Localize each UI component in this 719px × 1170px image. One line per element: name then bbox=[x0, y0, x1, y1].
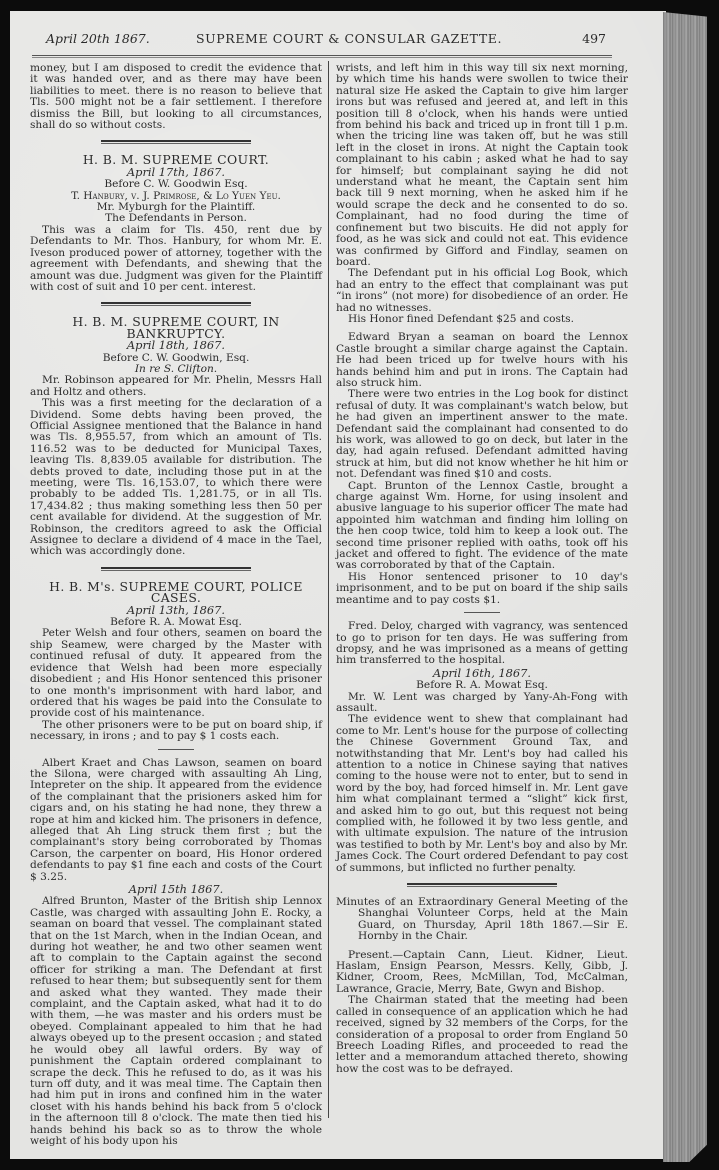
case-body: The Defendant put in his official Log Book, which had an entry to the effect that complainant was put “in irons” (not more) for disobedience of an order. He had no witnesses. bbox=[336, 267, 628, 314]
right-column bbox=[336, 63, 628, 1075]
defendants: The Defendants in Person. bbox=[105, 212, 247, 225]
continuation-text: money, but I am disposed to credit the evidence that it was handed over, and as there may have been liabilities to meet. there is no reason to believe that Tls. 500 might not be a fair settlement. I therefore dismiss the Bill, but looking to all circumstances, shall do so without costs. bbox=[30, 62, 322, 132]
section-rule bbox=[101, 140, 251, 144]
case-title: In re S. Clifton. bbox=[134, 362, 218, 375]
header-title: SUPREME COURT & CONSULAR GAZETTE. bbox=[196, 31, 503, 46]
case-body: There were two entries in the Log book for distinct refusal of duty. It was complainant's watch below, but he had given an impertinent answer to the mate. Defendant said the complainant had consented to do his work, was allowed to go on deck, but later in the day, had again refused. Defendant admitted having struck at him, but did not know whether he hit him or not. Defendant was fined $10 and costs. bbox=[336, 388, 628, 481]
case-body: Peter Welsh and four others, seamen on board the ship Seamew, were charged by the Master with continued refusal of duty. It appeared from the evidence that Welsh had been more especially disobedient ; and His Honor sentenced this prisoner to one month's imprisonment with hard labor, and ordered that his wages be paid into the Consulate to provide cost of his maintenance. bbox=[30, 627, 322, 720]
case-separator bbox=[464, 612, 500, 613]
case-body: Alfred Brunton, Master of the British ship Lennox Castle, was charged with assaulting John E. Rocky, a seaman on board that vessel. The complainant stated that on the 1st March, when in the Indian Ocean, and during hot weather, he and two other seamen went aft to complain to the Captain against the second officer for striking a man. The Defendant at first refused to hear them; but subsequently sent for them and asked what they wanted. They made their complaint, and the Captain asked, what had it to do with them, —he was master and his orders must be obeyed. Complainant appealed to him that he had always obeyed up to the present occasion ; and stated he would obey all lawful orders. By way of punishment the Captain ordered complainant to scrape the deck. This he refused to do, as it was his turn off duty, and it was meal time. The Captain then had him put in irons and confined him in the water closet with his hands behind his back from 5 o'clock in the afternoon till 8 o'clock. The mate then tied his hands behind his back so as to throw the whole weight of his body upon his bbox=[30, 895, 322, 1147]
before-judge: Before R. A. Mowat Esq. bbox=[416, 679, 548, 692]
case-body: His Honor sentenced prisoner to 10 day's imprisonment, and to be put on board if the ship sails meantime and to pay costs $1. bbox=[336, 570, 628, 606]
running-head bbox=[46, 29, 606, 51]
page-number: 497 bbox=[582, 31, 606, 46]
present-list: Present.—Captain Cann, Lieut. Kidner, Lieut. Haslam, Ensign Pearson, Messrs. Kelly, Gibb, J. Kidner, Croom, Rees, McMillan, Tod, McCalman, Lawrance, Gracie, Merry, Bate, Gwyn and Bishop. bbox=[336, 948, 628, 995]
section-rule bbox=[101, 302, 251, 306]
column-divider bbox=[328, 61, 329, 1118]
case-body: Edward Bryan a seaman on board the Lennox Castle brought a similar charge against the Captain. He had been triced up for twelve hours with his hands behind him and put in irons. The Captain had also struck him. bbox=[336, 331, 628, 389]
case-body: Albert Kraet and Chas Lawson, seamen on board the Silona, were charged with assaulting Ah Ling, Intepreter on the ship. It appeared from the evidence of the complainant that the prisioners asked him for cigars and, on his stating he had none, they threw a rope at him and kicked him. The prisoners in defence, alleged that Ah Ling struck them first ; but the complainant's story being corroborated by Thomas Carson, the carpenter on board, His Honor ordered defendants to pay $1 fine each and costs of the Court $ 3.25. bbox=[30, 756, 322, 883]
case-title: T. Hanbury, v. J. Primrose, & Lo Yuen Yeu. bbox=[71, 189, 281, 202]
case-body: The other prisoners were to be put on board ship, if necessary, in irons ; and to pay $ 1 costs each. bbox=[30, 718, 322, 743]
before-judge: Before C. W. Goodwin, Esq. bbox=[102, 351, 250, 364]
page-edge-stack bbox=[663, 12, 707, 1162]
section-rule bbox=[101, 567, 251, 571]
section-heading: H. B. M. SUPREME COURT, IN BANKRUPTCY. bbox=[72, 314, 280, 341]
section-date: April 18th, 1867. bbox=[126, 338, 226, 353]
case-separator bbox=[158, 749, 194, 750]
case-body: His Honor fined Defendant $25 and costs. bbox=[348, 312, 574, 325]
continuation-text: wrists, and left him in this way till six next morning, by which time his hands were swollen to twice their natural size He asked the Captain to give him larger irons but was refused and jeered at, and left in this position till 8 o'clock, when his hands were untied from behind his back and triced up in front till 1 p.m. when the tricing line was taken off, but he was still left in the closet in irons. At night the Captain took complainant to his cabin ; asked what he had to say for himself; but complainant saying he did not understand what he meant, the Captain sent him back till 9 next morning, when he asked him if he would scrape the deck and he consented to do so. Complainant, had no food during the time of confinement but two biscuits. He did not apply for food, as he was sick and could not eat. This evidence was confirmed by Gifford and Findlay, seamen on board. bbox=[336, 62, 628, 268]
newspaper-page bbox=[10, 11, 666, 1159]
counsel: Mr. Myburgh for the Plaintiff. bbox=[96, 201, 256, 214]
section-heading: H. B. M. SUPREME COURT. bbox=[82, 152, 270, 168]
case-body: Mr. W. Lent was charged by Yany-Ah-Fong with assault. bbox=[336, 690, 628, 714]
section-date: April 13th, 1867. bbox=[126, 602, 226, 617]
left-column bbox=[30, 63, 322, 1147]
case-body: The evidence went to shew that complainant had come to Mr. Lent's house for the purpose of collecting the Chinese Government Ground Tax, and notwithstanding that Mr. Lent's boy had called his attention to a notice in Chinese saying that natives coming to the house were not to enter, but to send in word by the boy, had forced himself in. Mr. Lent gave him what complainant termed a “slight” kick first, and asked him to go out, but this request not being complied with, he followed it by two less gentle, and with ultimate expulsion. The nature of the intrusion was testified to both by Mr. Lent's boy and also by Mr. James Cock. The Court ordered Defendant to pay cost of summons, but inflicted no further penalty. bbox=[336, 713, 628, 874]
case-body: Fred. Deloy, charged with vagrancy, was sentenced to go to prison for ten days. He was suffering from dropsy, and he was imprisoned as a means of getting him transferred to the hospital. bbox=[336, 620, 628, 667]
section-date: April 16th, 1867. bbox=[432, 665, 532, 680]
header-rule bbox=[32, 55, 612, 58]
case-body: Capt. Brunton of the Lennox Castle, brought a charge against Wm. Horne, for using insolent and abusive language to his superior officer The mate had appointed him watchman and finding him lolling on the hen coop twice, told him to keep a look out. The second time prisoner replied with oaths, took off his jacket and offered to fight. The evidence of the mate was corroborated by that of the Captain. bbox=[336, 479, 628, 572]
minutes-heading: Minutes of an Extraordinary General Meeting of the Shanghai Volunteer Corps, held at the Main Guard, on Thursday, April 18th 1867.—Sir E. Hornby in the Chair. bbox=[336, 896, 628, 943]
section-date: April 17th, 1867. bbox=[126, 164, 226, 179]
minutes-body: The Chairman stated that the meeting had been called in consequence of an application which he had received, signed by 32 members of the Corps, for the consideration of a proposal to order from England 50 Breech Loading Rifles, and proceeded to read the letter and a memorandum attached thereto, showing how the cost was to be defrayed. bbox=[336, 994, 628, 1075]
case-body: This was a claim for Tls. 450, rent due by Defendants to Mr. Thos. Hanbury, for whom Mr. E. Iveson produced power of attorney, together with the agreement with Defendants, and shewing that the amount was due. Judgment was given for the Plaintiff with cost of suit and 10 per cent. interest. bbox=[30, 223, 322, 293]
section-date: April 15th 1867. bbox=[128, 882, 224, 896]
section-rule bbox=[407, 883, 557, 887]
header-date: April 20th 1867. bbox=[46, 31, 150, 46]
appearance: Mr. Robinson appeared for Mr. Phelin, Messrs Hall and Holtz and others. bbox=[30, 374, 322, 398]
before-judge: Before R. A. Mowat Esq. bbox=[110, 616, 242, 629]
case-body: This was a first meeting for the declaration of a Dividend. Some debts having been proved, the Official Assignee mentioned that the Balance in hand was Tls. 8,955.57, from which an amount of Tls. 116.52 was to be deducted for Municipal Taxes, leaving Tls. 8,839.05 available for distribution. The debts proved to date, including those put in at the meeting, were Tls. 16,153.07, to which there were probably to be added Tls. 1,281.75, or in all Tls. 17,434.82 ; thus making something less then 50 per cent available for dividend. At the suggestion of Mr. Robinson, the creditors agreed to ask the Official Assignee to declare a dividend of 4 mace in the Tael, which was accordingly done. bbox=[30, 397, 322, 558]
section-heading: H. B. M's. SUPREME COURT, POLICE CASES. bbox=[49, 578, 303, 606]
before-judge: Before C. W. Goodwin Esq. bbox=[104, 178, 248, 191]
